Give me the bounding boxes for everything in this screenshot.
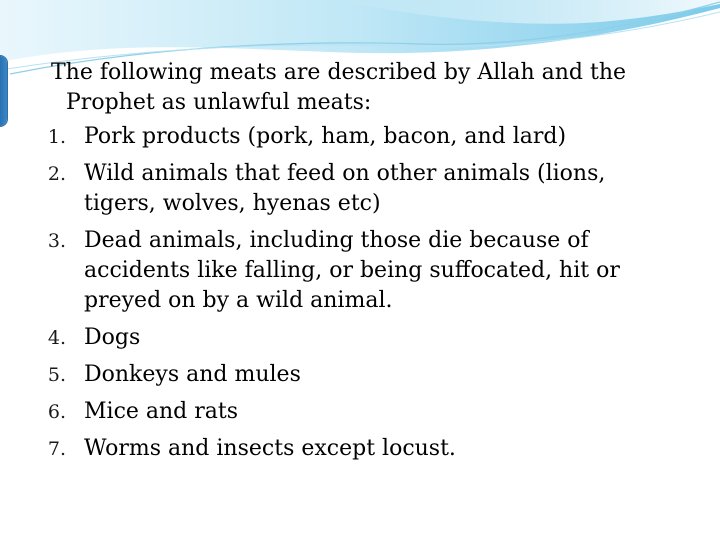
item-number: 1.: [47, 126, 66, 148]
item-number: 6.: [47, 401, 66, 423]
intro-text: The following meats are described by Allah and the Prophet as unlawful meats:: [51, 60, 627, 115]
item-text: Dead animals, including those die because of accidents like falling, or being suffocated, hit or preyed on by a wild animal.: [84, 228, 620, 313]
item-number: 4.: [47, 327, 66, 349]
item-text: Worms and insects except locust.: [84, 436, 456, 461]
list-item: [0, 226, 644, 316]
item-number: 3.: [47, 230, 66, 252]
list-item: [0, 159, 644, 219]
item-text: Wild animals that feed on other animals (lions, tigers, wolves, hyenas etc): [84, 161, 606, 216]
item-text: Dogs: [84, 325, 141, 350]
item-number: 7.: [47, 438, 66, 460]
item-text: Donkeys and mules: [84, 362, 301, 387]
list-item: [0, 122, 644, 152]
item-number: 5.: [47, 364, 66, 386]
list-item: [0, 434, 644, 464]
list-item: [0, 323, 644, 353]
list-item: [0, 397, 644, 427]
item-text: Mice and rats: [84, 399, 239, 424]
item-text: Pork products (pork, ham, bacon, and lard): [84, 124, 567, 149]
unlawful-meats-list: [0, 122, 690, 464]
slide-content: [0, 58, 690, 471]
list-item: [0, 360, 644, 390]
item-number: 2.: [47, 163, 66, 185]
